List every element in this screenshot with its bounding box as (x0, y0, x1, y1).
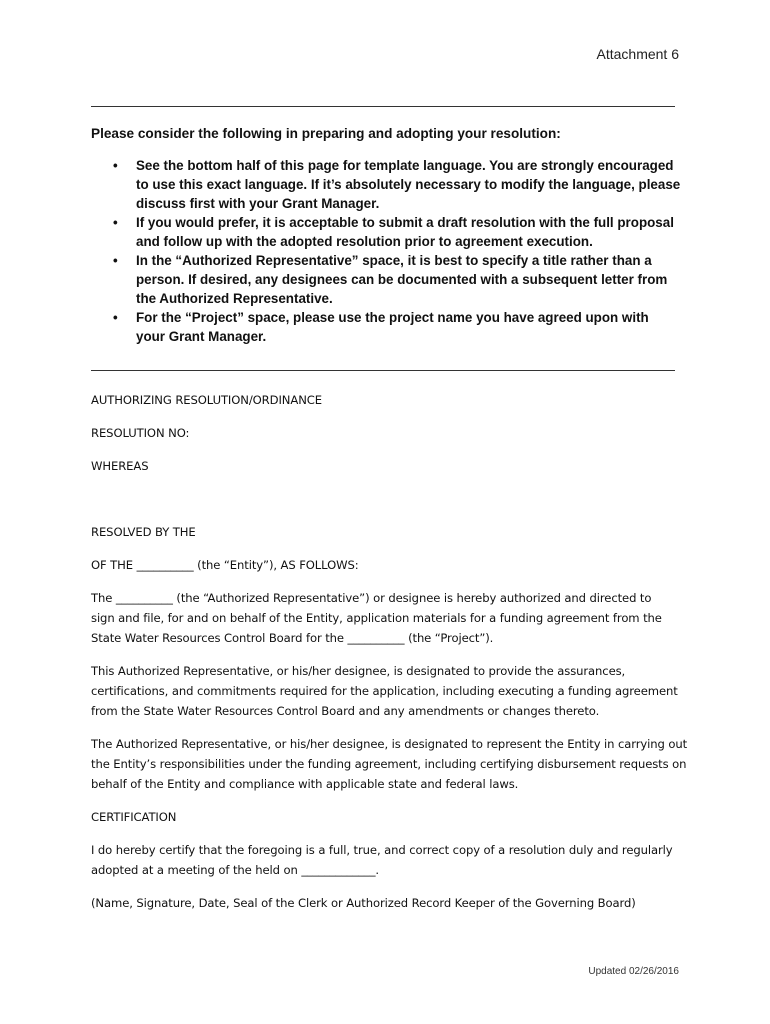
resolution-title: AUTHORIZING RESOLUTION/ORDINANCE (91, 393, 322, 407)
bullet-icon: • (113, 310, 118, 325)
paragraph-assurances (91, 661, 691, 721)
instructions-list (91, 156, 681, 346)
list-item (91, 308, 681, 346)
paragraph-line: behalf of the Entity and compliance with applicable state and federal laws. (91, 777, 519, 791)
bullet-icon: • (113, 215, 118, 230)
of-the-entity-line: OF THE __________ (the “Entity”), AS FOLLOWS: (91, 558, 359, 572)
paragraph-line: adopted at a meeting of the held on _____________. (91, 863, 379, 877)
paragraph-line: from the State Water Resources Control Board and any amendments or changes thereto. (91, 704, 600, 718)
resolution-number-label: RESOLUTION NO: (91, 426, 190, 440)
bullet-text: See the bottom half of this page for template language. You are strongly encouraged to use this exact language. If it’s absolutely necessary to modify the language, please discuss first with your Grant Manager. (136, 158, 681, 211)
bullet-text: In the “Authorized Representative” space, it is best to specify a title rather than a person. If desired, any designees can be documented with a subsequent letter from the Authorized Representative. (136, 253, 668, 306)
paragraph-line: The __________ (the “Authorized Representative”) or designee is hereby authorized and directed to (91, 591, 652, 605)
paragraph-line: certifications, and commitments required for the application, including executing a funding agreement (91, 684, 678, 698)
updated-date: Updated 02/26/2016 (588, 966, 679, 977)
paragraph-authorized-representative (91, 588, 691, 648)
list-item (91, 213, 681, 251)
bullet-icon: • (113, 253, 118, 268)
bullet-text: If you would prefer, it is acceptable to submit a draft resolution with the full proposal and follow up with the adopted resolution prior to agreement execution. (136, 215, 674, 249)
middle-divider (91, 370, 675, 371)
bullet-text: For the “Project” space, please use the project name you have agreed upon with your Grant Manager. (136, 310, 649, 344)
bullet-icon: • (113, 158, 118, 173)
paragraph-line: The Authorized Representative, or his/her designee, is designated to represent the Entity in carrying out (91, 737, 688, 751)
whereas-label: WHEREAS (91, 459, 149, 473)
paragraph-line: sign and file, for and on behalf of the Entity, application materials for a funding agreement from the (91, 611, 662, 625)
signature-note: (Name, Signature, Date, Seal of the Clerk or Authorized Record Keeper of the Governing Board) (91, 896, 636, 910)
paragraph-line: This Authorized Representative, or his/her designee, is designated to provide the assurances, (91, 664, 626, 678)
paragraph-line: the Entity’s responsibilities under the funding agreement, including certifying disbursement requests on (91, 757, 687, 771)
top-divider (91, 106, 675, 107)
instructions-intro: Please consider the following in preparing and adopting your resolution: (91, 126, 561, 141)
paragraph-line: State Water Resources Control Board for the __________ (the “Project”). (91, 631, 494, 645)
attachment-label: Attachment 6 (596, 46, 679, 62)
paragraph-line: I do hereby certify that the foregoing is a full, true, and correct copy of a resolution duly and regularly (91, 843, 673, 857)
certification-statement (91, 840, 691, 880)
list-item (91, 251, 681, 308)
list-item (91, 156, 681, 213)
resolved-by-label: RESOLVED BY THE (91, 525, 196, 539)
certification-title: CERTIFICATION (91, 810, 177, 824)
paragraph-responsibilities (91, 734, 691, 794)
